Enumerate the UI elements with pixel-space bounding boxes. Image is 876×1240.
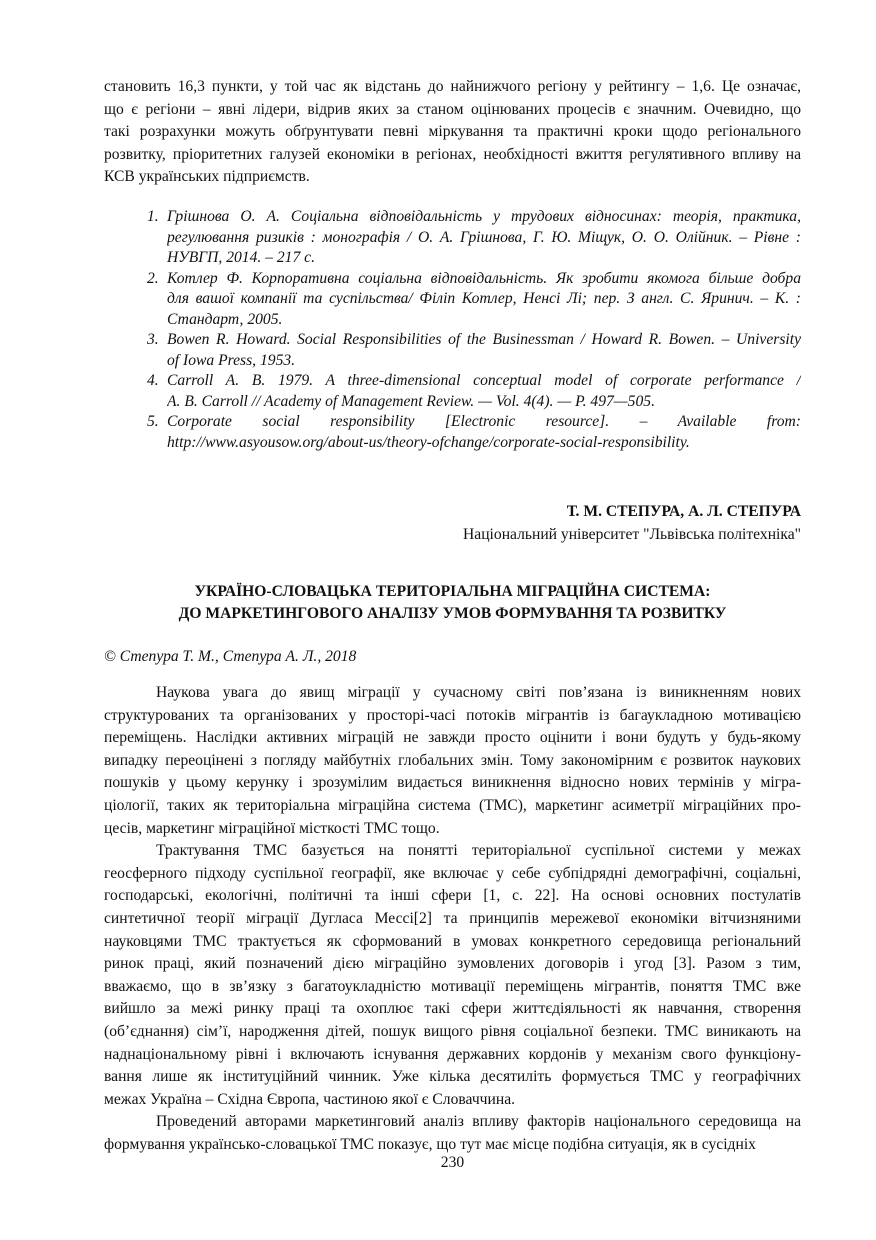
text-line: синтетичної теорії міграції Дугласа Мессі[2] та принципів мережевої економіки вітчизняними	[104, 909, 801, 927]
text-line: формування українсько-словацької ТМС показує, що тут має місце подібна ситуація, як в сусідніх	[104, 1135, 756, 1153]
text-line: геосферного підходу суспільної географії, яке включає у себе субпідрядні демографічні, соціальні,	[104, 864, 801, 882]
reference-item	[147, 371, 801, 412]
text-line: господарські, екологічні, політичні та інші сфери [1, с. 22]. На основі основних постулатів	[104, 887, 801, 905]
authors: Т. М. СТЕПУРА, А. Л. СТЕПУРА	[566, 503, 801, 520]
title-line: УКРАЇНО-СЛОВАЦЬКА ТЕРИТОРІАЛЬНА МІГРАЦІЙНА СИСТЕМА:	[194, 583, 711, 600]
text-line: ринок праці, який позначений дією міграційно зумовлених договорів і угод [3]. Разом з тим,	[104, 955, 801, 973]
text-line: Грішнова О. А. Соціальна відповідальність у трудових відносинах: теорія, практика,	[167, 208, 801, 225]
text-line: Котлер Ф. Корпоративна соціальна відповідальність. Як зробити якомога більше добра	[167, 269, 801, 287]
title-line: ДО МАРКЕТИНГОВОГО АНАЛІЗУ УМОВ ФОРМУВАННЯ ТА РОЗВИТКУ	[178, 605, 727, 622]
references-list	[147, 207, 801, 453]
affiliation: Національний університет "Львівська політехніка"	[463, 526, 801, 543]
text-line: (об’єднання) сім’ї, народження дітей, пошук вищого рівня соціальної безпеки. ТМС виникають на	[104, 1022, 801, 1040]
copyright: © Степура Т. М., Степура А. Л., 2018	[104, 648, 357, 665]
article-title	[104, 581, 801, 625]
body-paragraph	[104, 682, 801, 840]
text-line: вийшло за межі ринку праці та охоплює такі сфери життєдіяльності як навчання, створення	[104, 1000, 801, 1018]
reference-number: 5.	[147, 413, 159, 430]
text-line: наднаціональному рівні і включають існування державних кордонів у механізм свого функціону-	[104, 1045, 801, 1063]
text-line: Bowen R. Howard. Social Responsibilities of the Businessman / Howard R. Bowen. – University	[167, 331, 801, 348]
text-line: Трактування ТМС базується на понятті територіальної суспільної системи у межах	[156, 842, 801, 860]
text-line: такі розрахунки можуть обґрунтувати певні міркування та практичні кроки щодо регіонального	[104, 123, 801, 141]
reference-number: 1.	[147, 208, 159, 225]
text-line: випадку переоцінені з погляду майбутніх глобальних змін. Тому закономірним є розвиток наукових	[104, 751, 801, 769]
reference-number: 3.	[147, 331, 159, 348]
text-line: цесів, маркетинг міграційної місткості ТМС тощо.	[104, 819, 440, 837]
text-line: межах Україна – Східна Європа, частиною якої є Словаччина.	[104, 1090, 516, 1108]
text-line: науковцями ТМС трактується як сформований в умовах конкретного середовища регіональний	[104, 932, 801, 950]
text-line: регулювання ризиків : монографія / О. А. Грішнова, Г. Ю. Міщук, О. О. Олійник. – Рівне :	[167, 228, 801, 246]
text-line: вання лише як інституційний чинник. Уже кілька десятиліть формується ТМС у географічних	[104, 1068, 801, 1086]
reference-item	[147, 412, 801, 453]
text-line: НУВГП, 2014. – 217 с.	[167, 249, 315, 266]
text-line: Carroll A. B. 1979. A three-dimensional conceptual model of corporate performance /	[167, 372, 801, 389]
body-paragraph	[104, 840, 801, 1111]
text-line: КСВ українських підприємств.	[104, 168, 310, 186]
text-line: структурованих та організованих у просторі-часі потоків мігрантів із багаукладною мотивацією	[104, 706, 801, 724]
text-line: http://www.asyousow.org/about-us/theory-ofchange/corporate-social-responsibility.	[167, 433, 690, 451]
page-number: 230	[440, 1154, 465, 1171]
reference-number: 2.	[147, 269, 159, 287]
text-line: переміщень. Наслідки активних міграцій не завжди просто оцінити і вони будуть у будь-якому	[104, 729, 801, 747]
text-line: Наукова увага до явищ міграції у сучасному світі пов’язана із виникненням нових	[156, 684, 801, 701]
text-line: Corporate social responsibility [Electronic resource]. – Available from:	[167, 413, 801, 430]
body-paragraph	[104, 1111, 801, 1156]
text-line: розвитку, пріоритетних галузей економіки в регіонах, необхідності вжиття регулятивного впливу на	[104, 145, 801, 163]
text-line: вважаємо, що в зв’язку з багатоукладністю мотивації переміщень мігрантів, поняття ТМС вже	[104, 977, 801, 995]
text-line: що є регіони – явні лідери, відрив яких за станом оцінюваних процесів є значним. Очевидно, що	[104, 100, 801, 118]
text-line: ціології, таких як територіальна міграційна система (ТМС), маркетинг асиметрії міграційних про-	[104, 796, 801, 814]
text-line: of Iowa Press, 1953.	[167, 351, 296, 369]
text-line: становить 16,3 пункти, у той час як відстань до найнижчого регіону у рейтингу – 1,6. Це означає,	[104, 78, 801, 95]
article-body	[104, 682, 801, 1156]
text-line: для вашої компанії та суспільства/ Філіп Котлер, Ненсі Лі; пер. З англ. С. Яринич. – К. :	[167, 290, 801, 307]
text-line: Стандарт, 2005.	[167, 310, 283, 328]
text-line: A. B. Carroll // Academy of Management Review. — Vol. 4(4). — P. 497—505.	[167, 392, 655, 410]
text-line: Проведений авторами маркетинговий аналіз впливу факторів національного середовища на	[156, 1113, 801, 1131]
intro-paragraph	[104, 76, 801, 189]
reference-item	[147, 207, 801, 269]
reference-item	[147, 269, 801, 331]
reference-number: 4.	[147, 372, 159, 389]
reference-item	[147, 330, 801, 371]
text-line: пошуків у цьому керунку і зрозумілим видається виникнення відносно нових термінів у мігра-	[104, 774, 801, 792]
